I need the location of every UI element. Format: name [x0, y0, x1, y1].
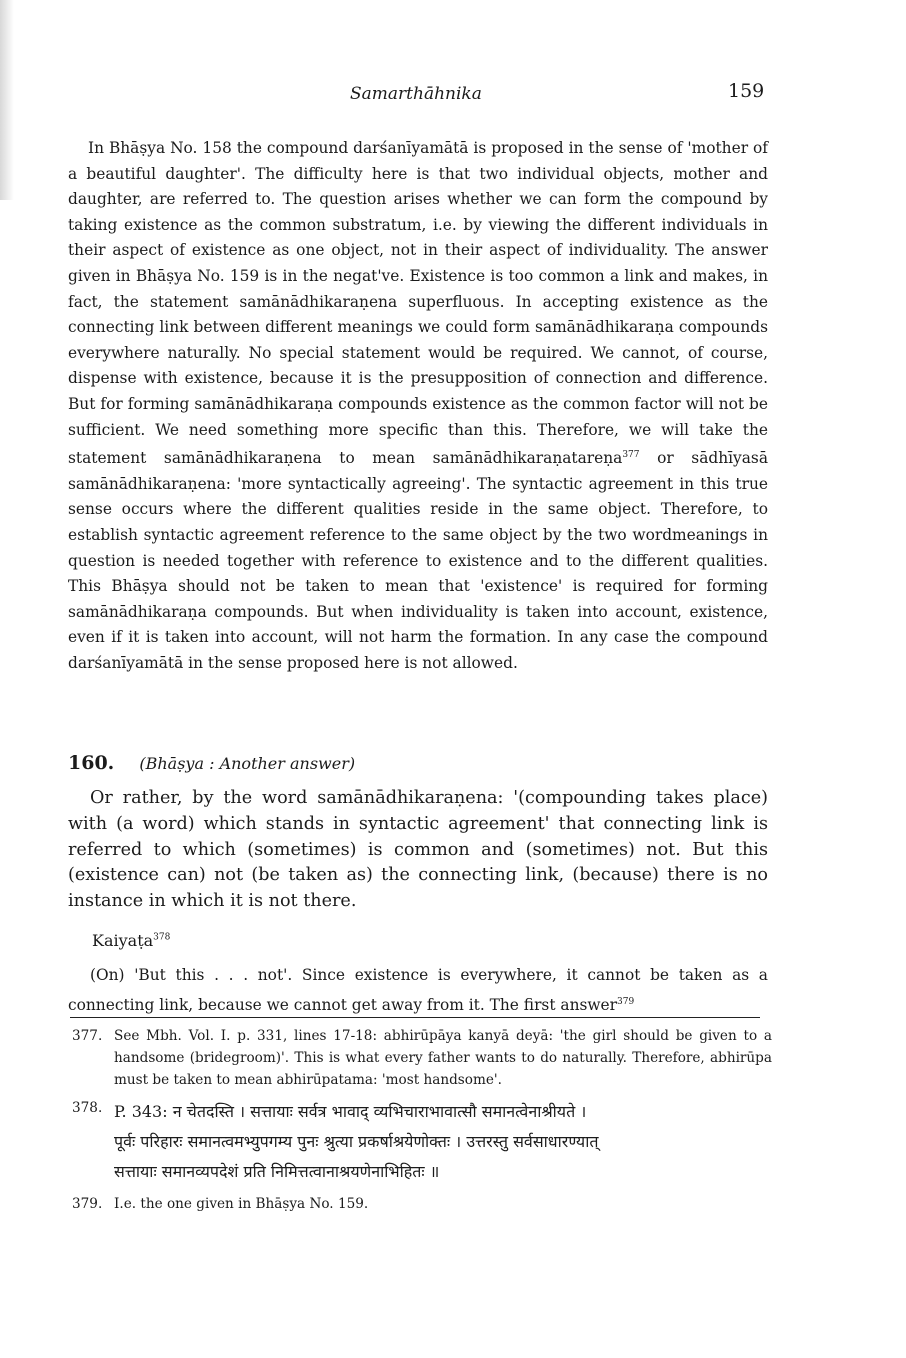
- kaiyata-label: Kaiyaṭa: [92, 931, 154, 950]
- footnote-text: P. 343: न चेतदस्ति । सत्तायाः सर्वत्र भावाद् व्यभिचाराभावात्सौ समानत्वेनाश्रीयते ।: [114, 1102, 587, 1121]
- footnote-divider: [70, 1017, 760, 1018]
- footnote-ref-377: 377: [622, 450, 640, 461]
- footnote-378: [72, 1097, 772, 1187]
- translation-text: Or rather, by the word samānādhikaraṇena: '(compounding takes place) with (a word) which stands in syntactic agreement' that connecting link is referred to which (sometimes) is common and (sometimes) not. But this (existence can) not (be taken as) the connecting link, (because) there is no instance in which it is not there.: [68, 788, 768, 912]
- footnote-377: [72, 1025, 772, 1091]
- translation-paragraph: [68, 786, 768, 915]
- commentary-text: (On) 'But this . . . not'. Since existence is everywhere, it cannot be taken as a connecting link, because we cannot get away from it. The first answer: [68, 966, 768, 1015]
- paragraph-1-text: In Bhāṣya No. 158 the compound darśanīyamātā is proposed in the sense of 'mother of a beautiful daughter'. The difficulty here is that two individual objects, mother and daughter, are referred to. The question arises whether we can form the compound by taking existence as the common substratum, i.e. by viewing the different individuals in their aspect of existence as one object, not in their aspect of individuality. The answer given in Bhāṣya No. 159 is in the negat've. Existence is too common a link and makes, in fact, the statement samānādhikaraṇena superfluous. In accepting existence as the connecting link between different meanings we could form samānādhikaraṇa compounds everywhere naturally. No special statement would be required. We cannot, of course, dispense with existence, because it is the presupposition of connection and difference. But for forming samānādhikaraṇa compounds existence as the common factor will not be sufficient. We need something more specific than this. Therefore, we will take the statement samānādhikaraṇena to mean samānādhikaraṇatareṇa: [68, 139, 768, 468]
- paragraph-1: [68, 136, 768, 677]
- footnote-number: 379.: [72, 1196, 103, 1212]
- running-head: Samarthāhnika: [350, 84, 482, 104]
- footnote-sanskrit-line-3: सत्तायाः समानव्यपदेशं प्रति निमित्तत्वानाश्रयणेनाभिहितः ॥: [114, 1162, 440, 1181]
- footnote-ref-378: 378: [153, 932, 171, 943]
- footnotes: [72, 1025, 772, 1221]
- paragraph-1-tail: or sādhīyasā samānādhikaraṇena: 'more syntactically agreeing'. The syntactic agreement in this true sense occurs where the different qualities reside in the same object. Therefore, to establish syntactic agreement reference to the same object by the two wordmeanings in question is needed together with reference to existence and to the different qualities. This Bhāṣya should not be taken to mean that 'existence' is required for forming samānādhikaraṇa compounds. But when individuality is taken into account, existence, even if it is taken into account, will not harm the formation. In any case the compound darśanīyamātā in the sense proposed here is not allowed.: [68, 449, 768, 672]
- footnote-ref-379: 379: [617, 997, 635, 1007]
- section-number: 160.: [68, 752, 115, 774]
- page-number: 159: [728, 80, 765, 102]
- page-edge-shadow: [0, 0, 14, 200]
- commentary-paragraph: [68, 962, 768, 1019]
- footnote-number: 378.: [72, 1100, 103, 1116]
- footnote-text: I.e. the one given in Bhāṣya No. 159.: [114, 1196, 369, 1212]
- kaiyata-heading: [92, 931, 170, 950]
- footnote-text: See Mbh. Vol. I. p. 331, lines 17-18: abhirūpāya kanyā deyā: 'the girl should be given to a handsome (bridegroom)'. This is what every father wants to do naturally. Therefore, abhirūpa must be taken to mean abhirūpatama: 'most handsome'.: [114, 1028, 772, 1088]
- footnote-number: 377.: [72, 1028, 103, 1044]
- footnote-sanskrit-line-2: पूर्वः परिहारः समानत्वमभ्युपगम्य पुनः श्रुत्या प्रकर्षाश्रयेणोक्तः । उत्तरस्तु सर्वसाधारण्यात्: [114, 1132, 599, 1151]
- section-title: (Bhāṣya : Another answer): [139, 754, 356, 773]
- section-heading: [68, 752, 355, 774]
- footnote-379: [72, 1193, 772, 1215]
